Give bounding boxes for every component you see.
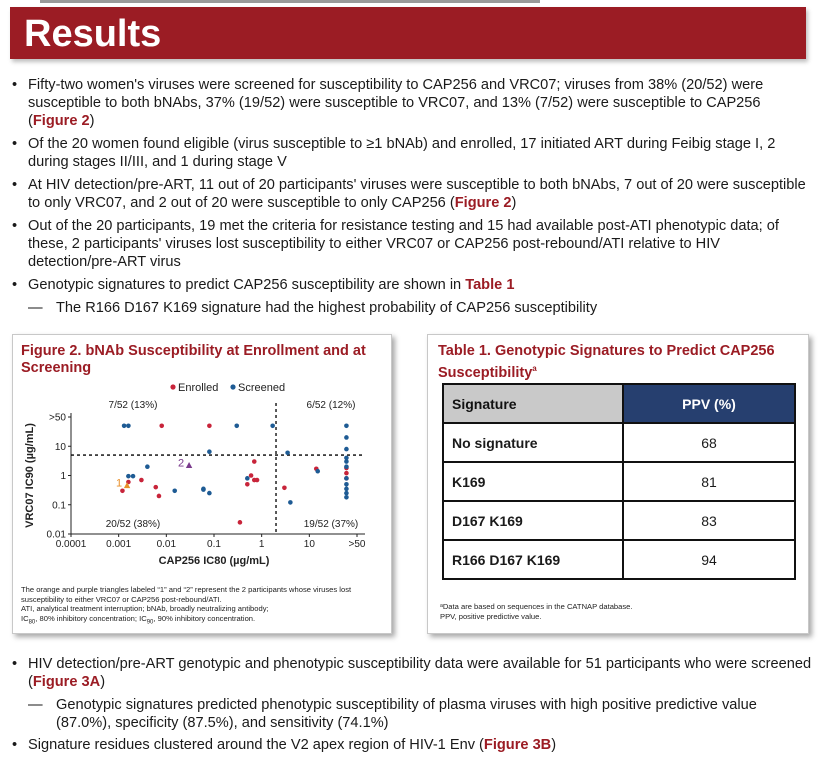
ppv-cell: 94 — [623, 540, 795, 579]
screened-point — [344, 435, 349, 440]
x-tick-label: 0.0001 — [55, 539, 87, 550]
table-row — [443, 501, 795, 540]
table-footnote: ᵃData are based on sequences in the CATNAP database. PPV, positive predictive value. — [440, 602, 633, 621]
signature-cell: K169 — [443, 462, 623, 501]
y-tick-label: >50 — [49, 412, 66, 424]
screened-point — [234, 424, 239, 429]
signature-cell: D167 K169 — [443, 501, 623, 540]
table-ref-link[interactable]: Table 1 — [465, 277, 515, 293]
triangle-label-1: 1 — [115, 477, 123, 490]
bullet-list-bottom — [12, 655, 812, 759]
screened-point — [344, 491, 349, 496]
signature-table — [442, 383, 796, 580]
enrolled-point — [245, 482, 250, 487]
table-title: Table 1. Genotypic Signatures to Predict CAP256 Susceptibility$^a$ — [438, 343, 775, 381]
screened-point — [126, 424, 131, 429]
screened-point — [288, 500, 293, 505]
x-tick-label: 0.1 — [207, 539, 221, 550]
sub-bullet-item: — Genotypic signatures predicted phenotypic susceptibility of plasma viruses with high positive predictive value (87.0%), specificity (87.5%), and sensitivity (74.1%) — [28, 697, 757, 731]
figure-ref-link[interactable]: Figure 3A — [32, 674, 101, 690]
x-tick-label: >50 — [348, 539, 366, 550]
screened-point — [344, 447, 349, 452]
screened-point — [344, 424, 349, 429]
sub-bullet-item: — The R166 D167 K169 signature had the highest probability of CAP256 susceptibility — [28, 300, 598, 316]
bullet-list — [12, 76, 812, 321]
y-tick-label: 1 — [60, 471, 66, 482]
enrolled-point — [139, 478, 144, 483]
table-row — [443, 462, 795, 501]
enrolled-point — [249, 473, 254, 478]
x-tick-label: 0.01 — [156, 539, 177, 550]
quadrant-label-top-right: 6/52 (12%) — [306, 400, 356, 411]
y-axis-label: VRC07 IC90 (µg/mL) — [24, 423, 36, 528]
screened-point — [207, 449, 212, 454]
legend-screened-marker — [230, 384, 235, 389]
legend-screened-label: Screened — [238, 382, 286, 394]
enrolled-point — [282, 485, 287, 490]
section-title: Results — [24, 13, 162, 55]
bullet-item: • At HIV detection/pre-ART, 11 out of 20 participants' viruses were susceptible to both bNAbs, 7 out of 20 were susceptible to only VRC07, and 2 out of 20 were susceptible to only CAP256 (Figure 2) — [12, 177, 806, 211]
signature-cell: No signature — [443, 423, 623, 462]
enrolled-point — [153, 485, 158, 490]
bullet-item: • Signature residues clustered around the V2 apex region of HIV-1 Env (Figure 3B) — [12, 737, 557, 753]
signature-cell: R166 D167 K169 — [443, 540, 623, 579]
enrolled-point — [159, 424, 164, 429]
figure-ref-link[interactable]: Figure 3B — [483, 737, 552, 753]
bullet-item: • Out of the 20 participants, 19 met the criteria for resistance testing and 15 had available post-ATI phenotypic data; of these, 2 participants' viruses lost susceptibility to either VRC07 or CAP256 post-rebound/ATI relative to HIV detection/pre-ART virus — [12, 218, 779, 270]
screened-point — [344, 459, 349, 464]
x-tick-label: 0.001 — [106, 539, 132, 550]
enrolled-point — [255, 478, 260, 483]
col-header-signature: Signature — [443, 384, 623, 423]
x-tick-label: 1 — [258, 539, 265, 550]
screened-point — [285, 450, 290, 455]
triangle-label-2: 2 — [178, 457, 185, 470]
screened-point — [270, 424, 275, 429]
enrolled-point — [238, 520, 243, 525]
screened-point — [126, 474, 131, 479]
y-tick-label: 10 — [54, 441, 66, 453]
scatter-chart — [13, 377, 391, 581]
table-row — [443, 423, 795, 462]
figure-ref-link[interactable]: Figure 2 — [454, 195, 512, 211]
screened-point — [344, 487, 349, 492]
enrolled-point — [344, 471, 349, 476]
screened-point — [344, 495, 349, 500]
quadrant-label-bottom-left: 20/52 (38%) — [105, 519, 161, 530]
x-tick-label: 10 — [303, 539, 315, 550]
figure-title: Figure 2. bNAb Susceptibility at Enrollment and at Screening — [21, 343, 366, 376]
col-header-ppv: PPV (%) — [623, 384, 795, 423]
screened-point — [207, 491, 212, 496]
bullet-item: • Of the 20 women found eligible (virus susceptible to ≥1 bNAb) and enrolled, 17 initiated ART during Feibig stage I, 2 during stages II/III, and 1 during stage V — [12, 136, 776, 170]
screened-point — [344, 476, 349, 481]
table-1-panel — [427, 334, 809, 634]
screened-point — [201, 487, 206, 492]
ppv-cell: 83 — [623, 501, 795, 540]
figure-2-panel — [12, 334, 392, 634]
legend-enrolled-marker — [170, 384, 175, 389]
screened-point — [315, 469, 320, 474]
legend-enrolled-label: Enrolled — [178, 382, 219, 394]
triangle-marker-2 — [186, 462, 192, 468]
screened-point — [344, 464, 349, 469]
screened-point — [131, 474, 136, 479]
top-rule — [40, 0, 540, 3]
x-axis-label: CAP256 IC80 (µg/mL) — [158, 555, 270, 567]
enrolled-point — [207, 424, 212, 429]
quadrant-label-top-left: 7/52 (13%) — [108, 400, 158, 411]
y-tick-label: 0.01 — [46, 529, 66, 541]
enrolled-point — [157, 494, 162, 499]
screened-point — [344, 482, 349, 487]
figure-footnote: The orange and purple triangles labeled “1” and “2” represent the 2 participants whose viruses lost susceptibility to either VRC07 or CAP256 post-rebound/ATI. ATI, analytical treatment interruption; bNAb, broadly neutralizing antibody; $IC_{80}$, 80% inhibitory concentration; $IC_{90}$, 90% inhibitory concentration. — [21, 585, 352, 626]
ppv-cell: 81 — [623, 462, 795, 501]
bullet-item: • Fifty-two women's viruses were screened for susceptibility to CAP256 and VRC07; viruses from 38% (20/52) were susceptible to both bNAbs, 37% (19/52) were susceptible to VRC07, and 13% (7/52) were susceptible to CAP256 (Figure 2) — [12, 77, 764, 129]
screened-point — [145, 464, 150, 469]
ppv-cell: 68 — [623, 423, 795, 462]
y-tick-label: 0.1 — [52, 500, 66, 512]
quadrant-label-bottom-right: 19/52 (37%) — [303, 519, 359, 530]
bullet-item: • HIV detection/pre-ART genotypic and phenotypic susceptibility data were available for 51 participants who were screened (Figure 3A) — [12, 656, 812, 690]
screened-point — [172, 488, 177, 493]
results-header — [10, 7, 806, 59]
table-row — [443, 540, 795, 579]
figure-ref-link[interactable]: Figure 2 — [32, 113, 90, 129]
screened-point — [245, 476, 250, 481]
bullet-item: • Genotypic signatures to predict CAP256 susceptibility are shown in Table 1 — [12, 277, 515, 293]
enrolled-point — [252, 459, 257, 464]
screened-point — [122, 424, 127, 429]
table-header-row — [443, 384, 795, 423]
